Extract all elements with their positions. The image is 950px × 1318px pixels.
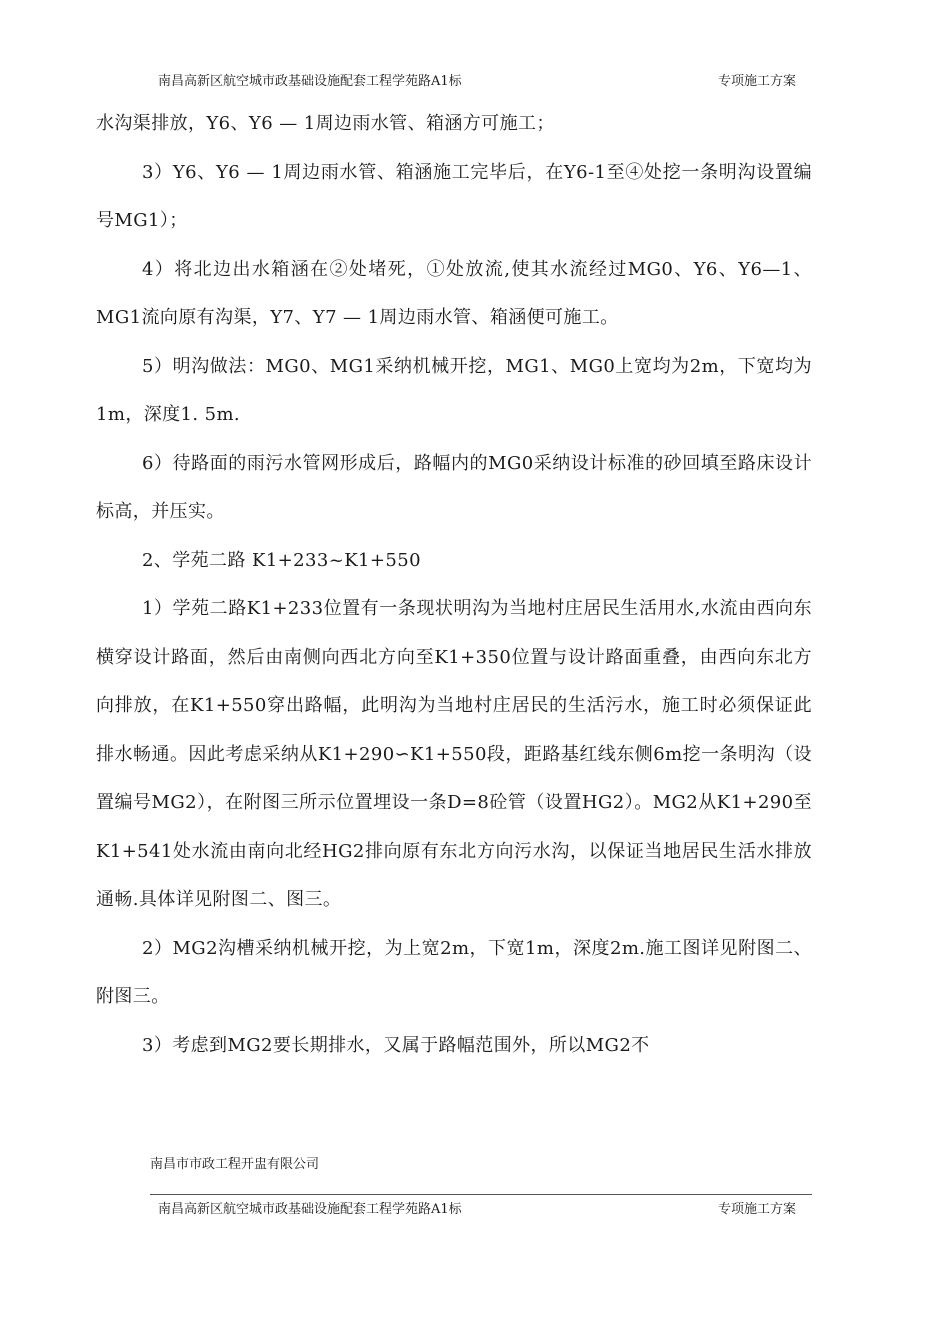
paragraph: 1）学苑二路K1+233位置有一条现状明沟为当地村庄居民生活用水,水流由西向东横穿设计路面，然后由南侧向西北方向至K1+350位置与设计路面重叠，由西向东北方向排放，在K1+550穿出路幅，此明沟为当地村庄居民的生活污水，施工时必须保证此排水畅通。因此考虑采纳从K1+290∽K1+550段，距路基红线东侧6m挖一条明沟（设置编号MG2），在附图三所示位置埋设一条D=8砼管（设置HG2）。MG2从K1+290至K1+541处水流由南向北经HG2排向原有东北方向污水沟，以保证当地居民生活水排放通畅.具体详见附图二、图三。 bbox=[96, 598, 812, 910]
paragraph: 3）考虑到MG2要长期排水，又属于路幅范围外，所以MG2不 bbox=[142, 1034, 650, 1056]
paragraph: 3）Y6、Y6 — 1周边雨水管、箱涵施工完毕后，在Y6-1至④处挖一条明沟设置编号MG1）； bbox=[96, 161, 812, 231]
footer-divider bbox=[150, 1194, 812, 1195]
document-body bbox=[96, 100, 812, 1070]
footer-doc-type: 专项施工方案 bbox=[718, 1202, 797, 1217]
page-header bbox=[158, 70, 808, 90]
paragraph: 2）MG2沟槽采纳机械开挖，为上宽2m，下宽1m，深度2m.施工图详见附图二、附图三。 bbox=[96, 937, 812, 1007]
paragraph: 水沟渠排放，Y6、Y6 — 1周边雨水管、箱涵方可施工； bbox=[96, 113, 555, 134]
section-heading: 2、学苑二路 K1+233~K1+550 bbox=[142, 549, 421, 571]
footer-company-name: 南昌市市政工程开盅有限公司 bbox=[150, 1157, 320, 1172]
header-project-name: 南昌高新区航空城市政基础设施配套工程学苑路A1标 bbox=[158, 74, 462, 89]
footer-project-name: 南昌高新区航空城市政基础设施配套工程学苑路A1标 bbox=[158, 1202, 462, 1217]
header-doc-type: 专项施工方案 bbox=[718, 74, 797, 89]
paragraph: 6）待路面的雨污水管网形成后，路幅内的MG0采纳设计标准的砂回填至路床设计标高，并压实。 bbox=[96, 452, 812, 522]
footer-running-header bbox=[158, 1198, 808, 1218]
paragraph: 4）将北边出水箱涵在②处堵死，①处放流,使其水流经过MG0、Y6、Y6—1、MG1流向原有沟渠，Y7、Y7 — 1周边雨水管、箱涵便可施工。 bbox=[96, 258, 812, 328]
paragraph: 5）明沟做法：MG0、MG1采纳机械开挖，MG1、MG0上宽均为2m，下宽均为1m，深度1. 5m. bbox=[96, 355, 812, 425]
